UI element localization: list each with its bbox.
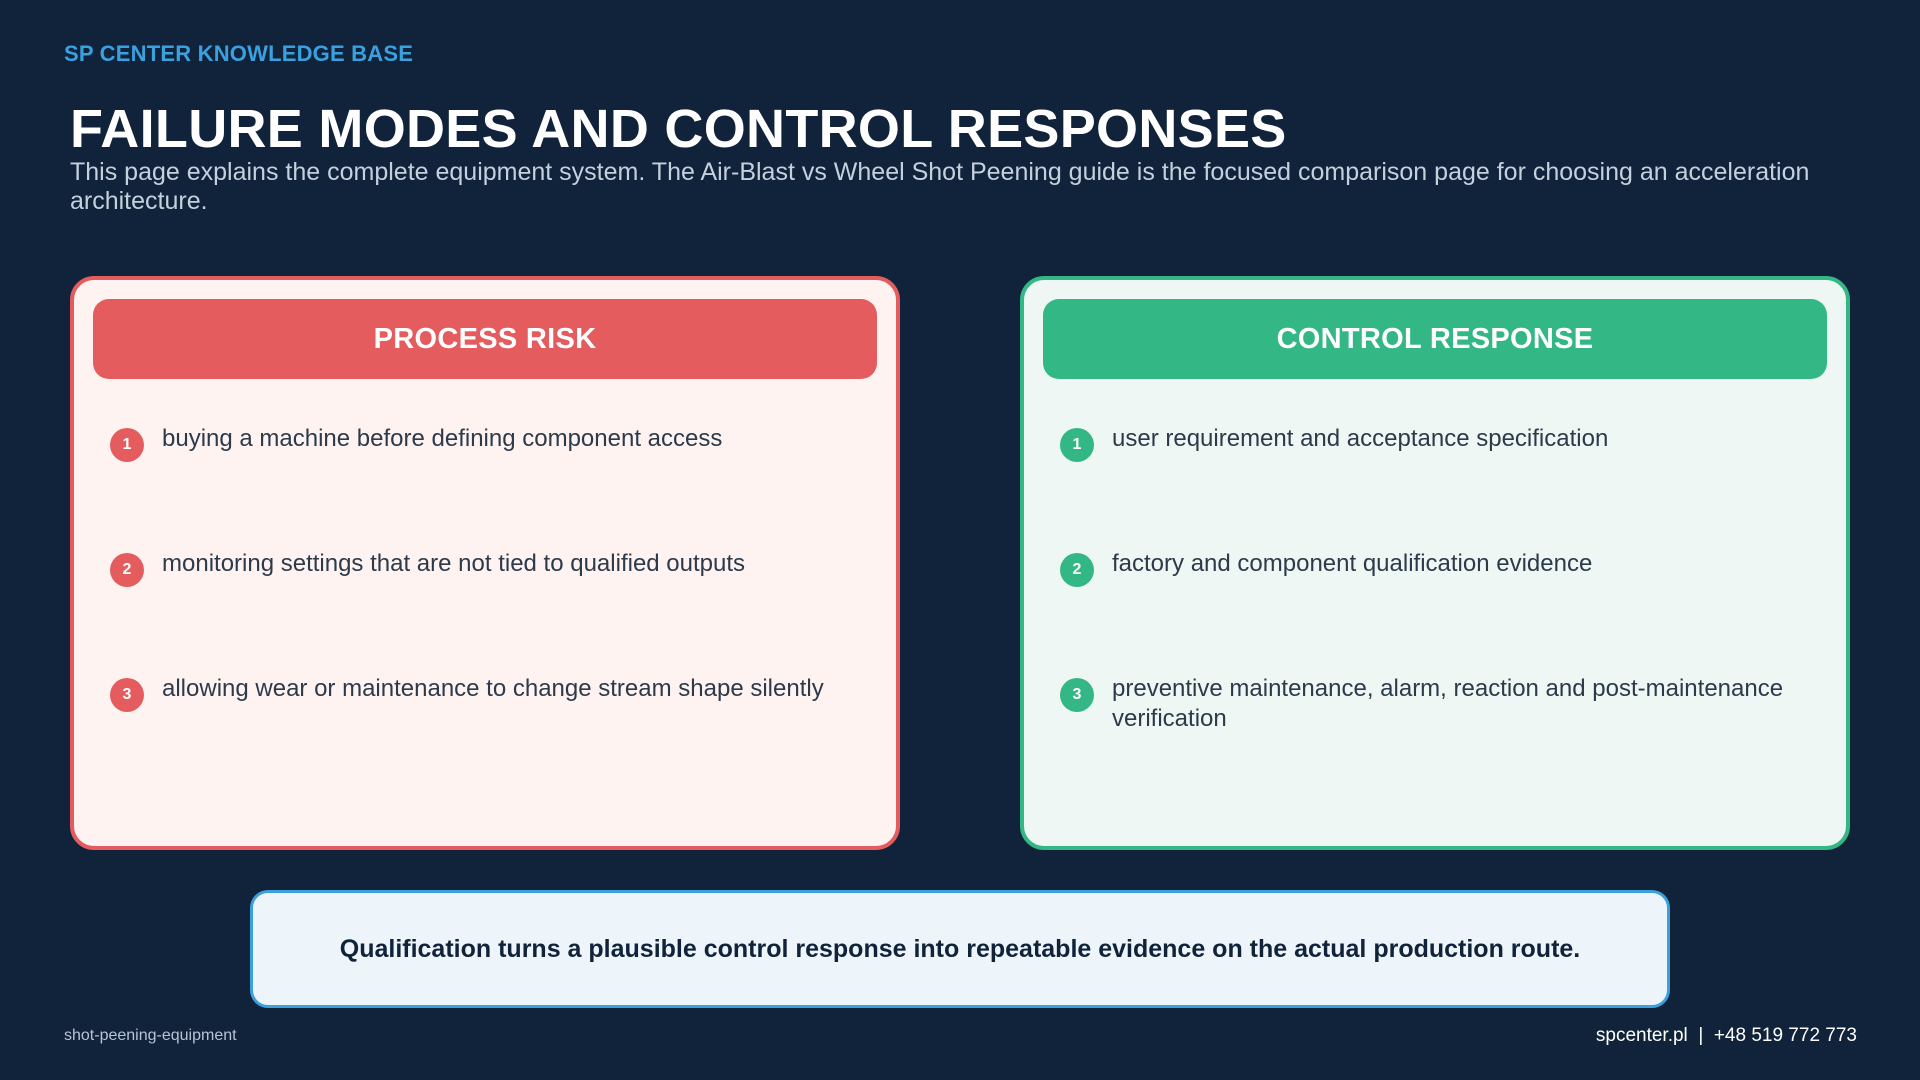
risk-item-text: monitoring settings that are not tied to qualified outputs [162, 550, 746, 577]
control-item [1060, 424, 1820, 462]
control-number-badge: 2 [1060, 553, 1094, 587]
risk-item-text: allowing wear or maintenance to change stream shape silently [162, 675, 824, 702]
page-title: FAILURE MODES AND CONTROL RESPONSES [70, 99, 1287, 159]
qualification-callout: Qualification turns a plausible control response into repeatable evidence on the actual production route. [250, 890, 1670, 1008]
footer-contact: spcenter.pl | +48 519 772 773 [1595, 1025, 1857, 1046]
control-number-badge: 1 [1060, 428, 1094, 462]
control-item-text: user requirement and acceptance specification [1112, 425, 1609, 452]
risk-number-badge: 2 [110, 553, 144, 587]
control-response-header: CONTROL RESPONSE [1043, 299, 1827, 379]
process-risk-panel [70, 276, 900, 850]
kicker-label: SP CENTER KNOWLEDGE BASE [64, 41, 414, 66]
risk-item-text: buying a machine before defining component access [162, 425, 723, 452]
control-item [1060, 549, 1820, 587]
risk-item [110, 424, 870, 462]
footer-slug: shot-peening-equipment [64, 1027, 237, 1044]
control-item-text: factory and component qualification evidence [1112, 550, 1593, 577]
risk-number-badge: 3 [110, 678, 144, 712]
risk-item [110, 549, 870, 587]
control-item-text: preventive maintenance, alarm, reaction and post-maintenance verification [1112, 675, 1784, 732]
control-response-panel [1020, 276, 1850, 850]
control-item [1060, 674, 1820, 734]
page-subtitle: This page explains the complete equipment system. The Air-Blast vs Wheel Shot Peening guide is the focused comparison page for choosing an acceleration architecture. [70, 158, 1810, 215]
risk-number-badge: 1 [110, 428, 144, 462]
risk-item [110, 674, 870, 712]
process-risk-header: PROCESS RISK [93, 299, 877, 379]
control-number-badge: 3 [1060, 678, 1094, 712]
